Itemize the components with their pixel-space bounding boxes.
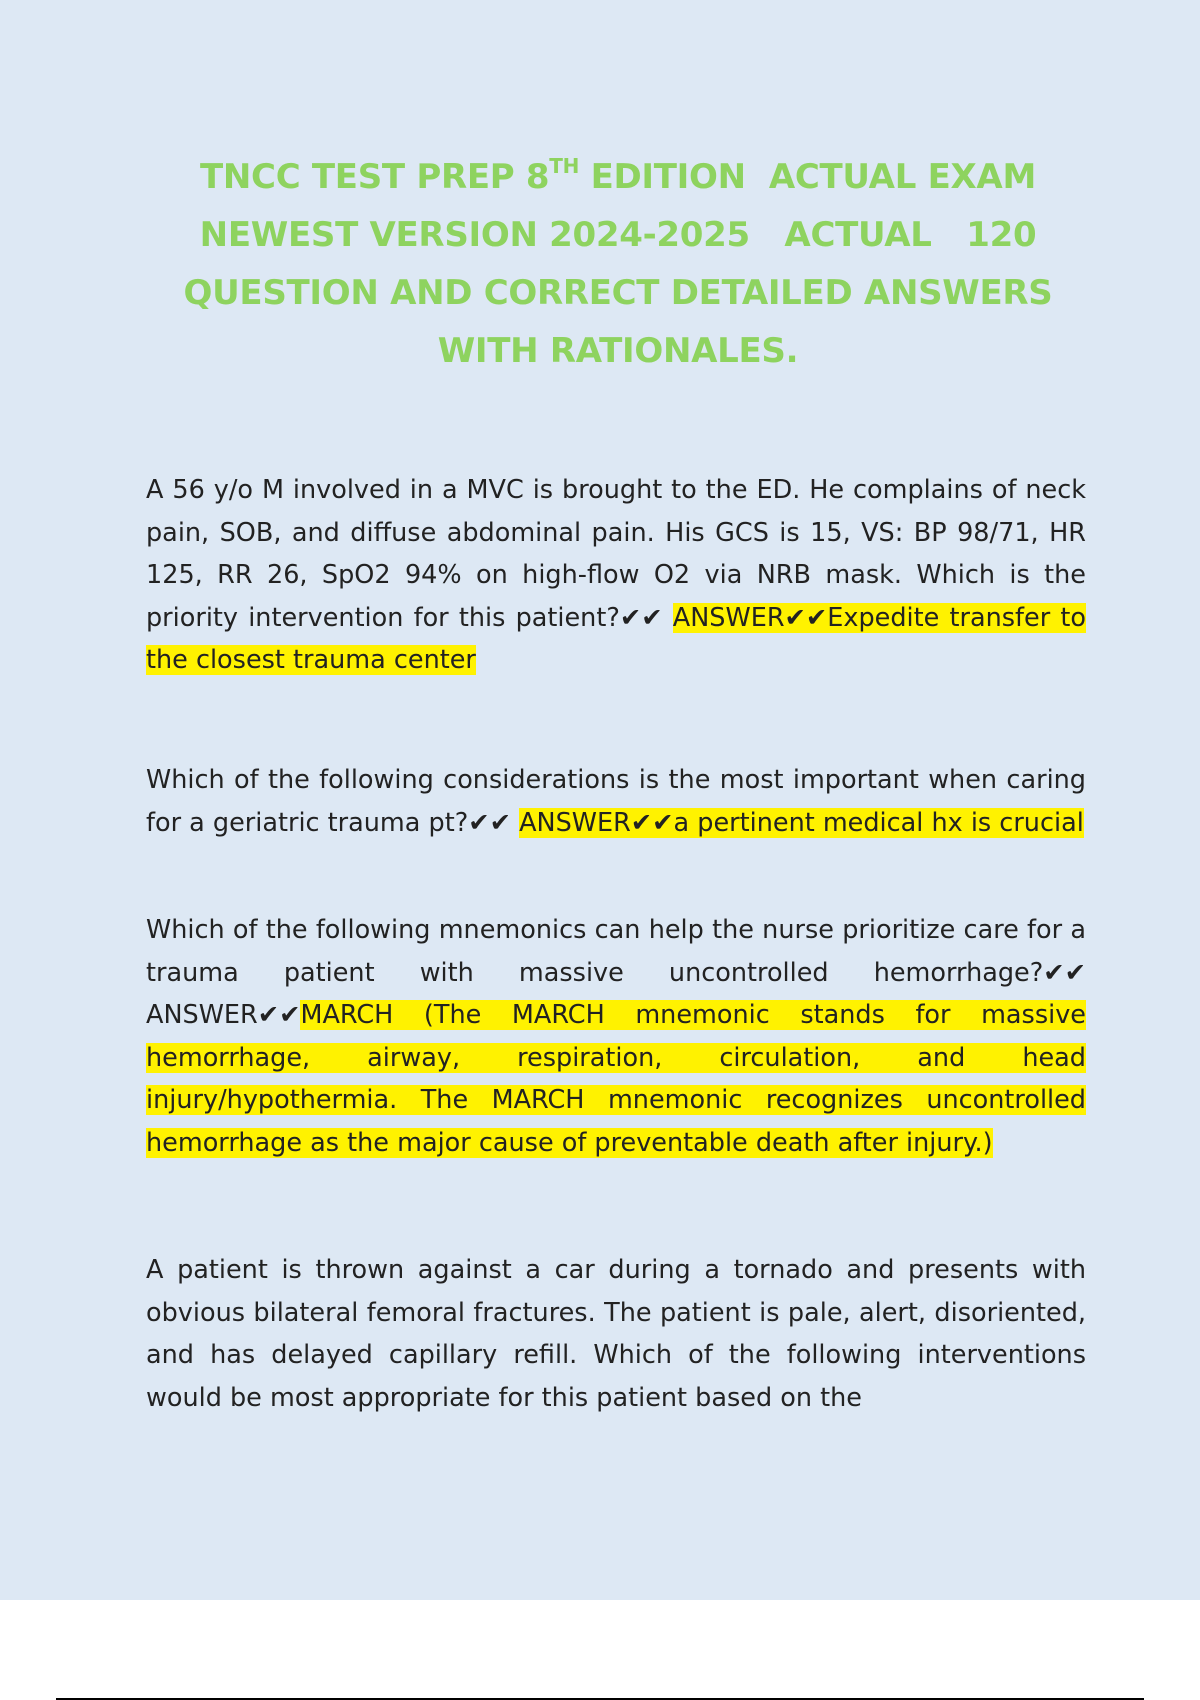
title-line-1-end: EDITION ACTUAL EXAM [579, 157, 1036, 197]
highlighted-answer: ANSWER✔✔Expedite transfer to the closest trauma center [146, 602, 1086, 675]
title-superscript: TH [549, 154, 580, 178]
question-block-1 [146, 469, 1086, 682]
question-block-4 [146, 1249, 1086, 1419]
title-line-3: QUESTION AND CORRECT DETAILED ANSWERS [183, 273, 1053, 313]
question-text: Which of the following considerations is the most important when caring for a geriatric trauma pt?✔✔ [146, 765, 1086, 838]
highlighted-answer: ANSWER✔✔a pertinent medical hx is crucial [519, 807, 1084, 838]
question-block-3 [146, 909, 1086, 1164]
question-text: Which of the following mnemonics can help the nurse prioritize care for a trauma patient with massive uncontrolled hemorrhage?✔✔ ANSWER✔✔ [146, 915, 1086, 1030]
question-block-2 [146, 759, 1086, 844]
question-text: A patient is thrown against a car during a tornado and presents with obvious bilateral femoral fractures. The patient is pale, alert, disoriented, and has delayed capillary refill. Which of the following interventions would be most appropriate for this patient based on the [146, 1255, 1086, 1413]
title-line-1 [120, 148, 1116, 206]
title-line-4: WITH RATIONALES. [437, 331, 799, 371]
question-text: A 56 y/o M involved in a MVC is brought to the ED. He complains of neck pain, SOB, and diffuse abdominal pain. His GCS is 15, VS: BP 98/71, HR 125, RR 26, SpO2 94% on high-flow O2 via NRB mask. Which is the priority intervention for this patient?✔✔ [146, 475, 1086, 633]
document-title [120, 148, 1116, 380]
title-line-1-start: TNCC TEST PREP 8 [200, 157, 550, 197]
highlighted-answer: MARCH (The MARCH mnemonic stands for massive hemorrhage, airway, respiration, circulation, and head injury/hypothermia. The MARCH mnemonic recognizes uncontrolled hemorrhage as the major cause of preventable death after injury.) [146, 1000, 1086, 1158]
title-line-2: NEWEST VERSION 2024-2025 ACTUAL 120 [199, 215, 1037, 255]
